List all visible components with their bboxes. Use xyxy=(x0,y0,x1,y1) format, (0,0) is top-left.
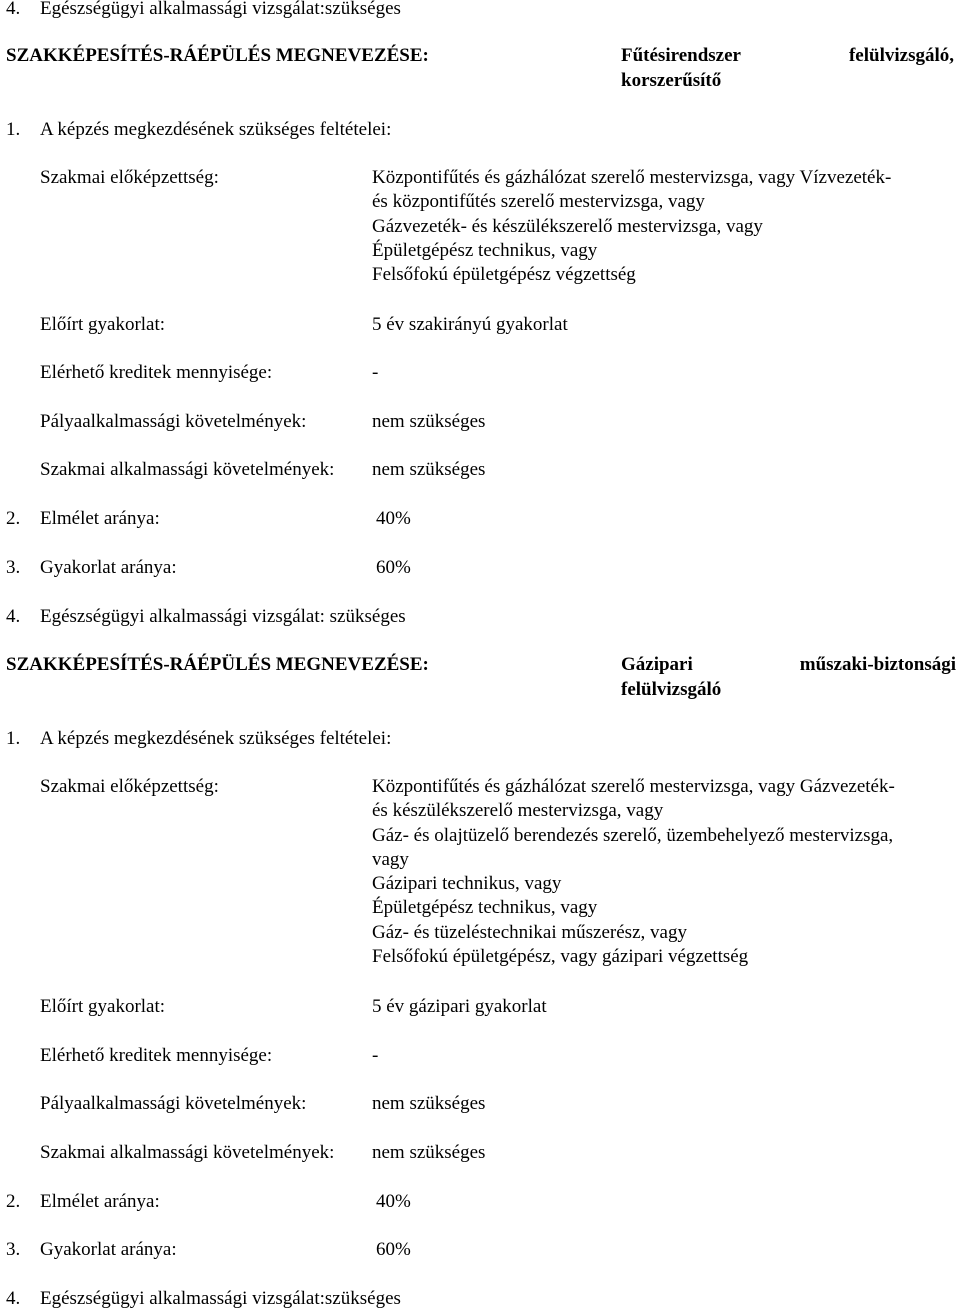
qualification-name-line2: felülvizsgáló xyxy=(621,679,722,700)
prereq-list xyxy=(372,775,895,969)
practice-value: 5 év szakirányú gyakorlat xyxy=(372,314,568,335)
practice-ratio-label: Gyakorlat aránya: xyxy=(40,557,177,578)
item-number: 4. xyxy=(6,0,21,19)
prof-label: Szakmai alkalmassági követelmények: xyxy=(40,459,335,480)
practice-label: Előírt gyakorlat: xyxy=(40,996,166,1017)
item-number: 2. xyxy=(6,508,21,529)
health-exam-text: Egészségügyi alkalmassági vizsgálat:szükséges xyxy=(40,1288,401,1309)
item-number: 2. xyxy=(6,1191,21,1212)
qualification-name-word: műszaki-biztonsági xyxy=(799,654,956,675)
prereq-line: és készülékszerelő mestervizsga, vagy xyxy=(372,800,664,822)
prereq-line: Gázipari technikus, vagy xyxy=(372,873,562,895)
practice-ratio-label: Gyakorlat aránya: xyxy=(40,1239,177,1260)
qualification-heading: SZAKKÉPESÍTÉS-RÁÉPÜLÉS MEGNEVEZÉSE: xyxy=(6,654,429,675)
qualification-name-word: Fűtésirendszer xyxy=(621,45,741,66)
career-value: nem szükséges xyxy=(372,1093,486,1114)
prereq-line: Felsőfokú épületgépész, vagy gázipari végzettség xyxy=(372,946,749,968)
prereq-label: Szakmai előképzettség: xyxy=(40,776,219,797)
career-label: Pályaalkalmassági követelmények: xyxy=(40,1093,307,1114)
prereq-line: Épületgépész technikus, vagy xyxy=(372,897,598,919)
prof-value: nem szükséges xyxy=(372,1142,486,1163)
qualification-name-word: felülvizsgáló, xyxy=(848,45,954,66)
item-number: 4. xyxy=(6,1288,21,1309)
prereq-label: Szakmai előképzettség: xyxy=(40,167,219,188)
credits-label: Elérhető kreditek mennyisége: xyxy=(40,362,273,383)
prereq-line: Épületgépész technikus, vagy xyxy=(372,239,598,261)
theory-value: 40% xyxy=(376,508,411,529)
item-number: 4. xyxy=(6,606,21,627)
prereq-line: Központifűtés és gázhálózat szerelő mestervizsga, vagy Gázvezeték- xyxy=(372,776,895,797)
item-number: 3. xyxy=(6,1239,21,1260)
prereq-line: Gáz- és olajtüzelő berendezés szerelő, üzembehelyező mestervizsga, xyxy=(372,824,894,846)
prereq-line: és központifűtés szerelő mestervizsga, vagy xyxy=(372,191,705,213)
qualification-name-line2: korszerűsítő xyxy=(621,70,722,91)
conditions-title: A képzés megkezdésének szükséges feltételei: xyxy=(40,728,392,749)
qualification-heading: SZAKKÉPESÍTÉS-RÁÉPÜLÉS MEGNEVEZÉSE: xyxy=(6,45,429,66)
practice-value: 5 év gázipari gyakorlat xyxy=(372,996,547,1017)
health-exam-text: Egészségügyi alkalmassági vizsgálat:szükséges xyxy=(40,0,401,19)
practice-ratio-value: 60% xyxy=(376,557,411,578)
credits-value: - xyxy=(372,362,379,383)
practice-ratio-value: 60% xyxy=(376,1239,411,1260)
prereq-line: Központifűtés és gázhálózat szerelő mestervizsga, vagy Vízvezeték- xyxy=(372,167,892,188)
health-exam-text: Egészségügyi alkalmassági vizsgálat: szükséges xyxy=(40,606,406,627)
item-number: 1. xyxy=(6,728,21,749)
prof-label: Szakmai alkalmassági követelmények: xyxy=(40,1142,335,1163)
prereq-line: Felsőfokú épületgépész végzettség xyxy=(372,264,636,286)
prof-value: nem szükséges xyxy=(372,459,486,480)
prereq-list xyxy=(372,166,891,287)
prereq-line: Gáz- és tüzeléstechnikai műszerész, vagy xyxy=(372,921,687,943)
career-label: Pályaalkalmassági követelmények: xyxy=(40,411,307,432)
practice-label: Előírt gyakorlat: xyxy=(40,314,166,335)
prereq-line: Gázvezeték- és készülékszerelő mestervizsga, vagy xyxy=(372,215,763,237)
theory-value: 40% xyxy=(376,1191,411,1212)
item-number: 1. xyxy=(6,119,21,140)
conditions-title: A képzés megkezdésének szükséges feltételei: xyxy=(40,119,392,140)
theory-label: Elmélet aránya: xyxy=(40,1191,160,1212)
theory-label: Elmélet aránya: xyxy=(40,508,160,529)
prereq-line: vagy xyxy=(372,848,409,870)
qualification-name-word: Gázipari xyxy=(621,654,693,675)
credits-value: - xyxy=(372,1045,379,1066)
career-value: nem szükséges xyxy=(372,411,486,432)
credits-label: Elérhető kreditek mennyisége: xyxy=(40,1045,273,1066)
item-number: 3. xyxy=(6,557,21,578)
